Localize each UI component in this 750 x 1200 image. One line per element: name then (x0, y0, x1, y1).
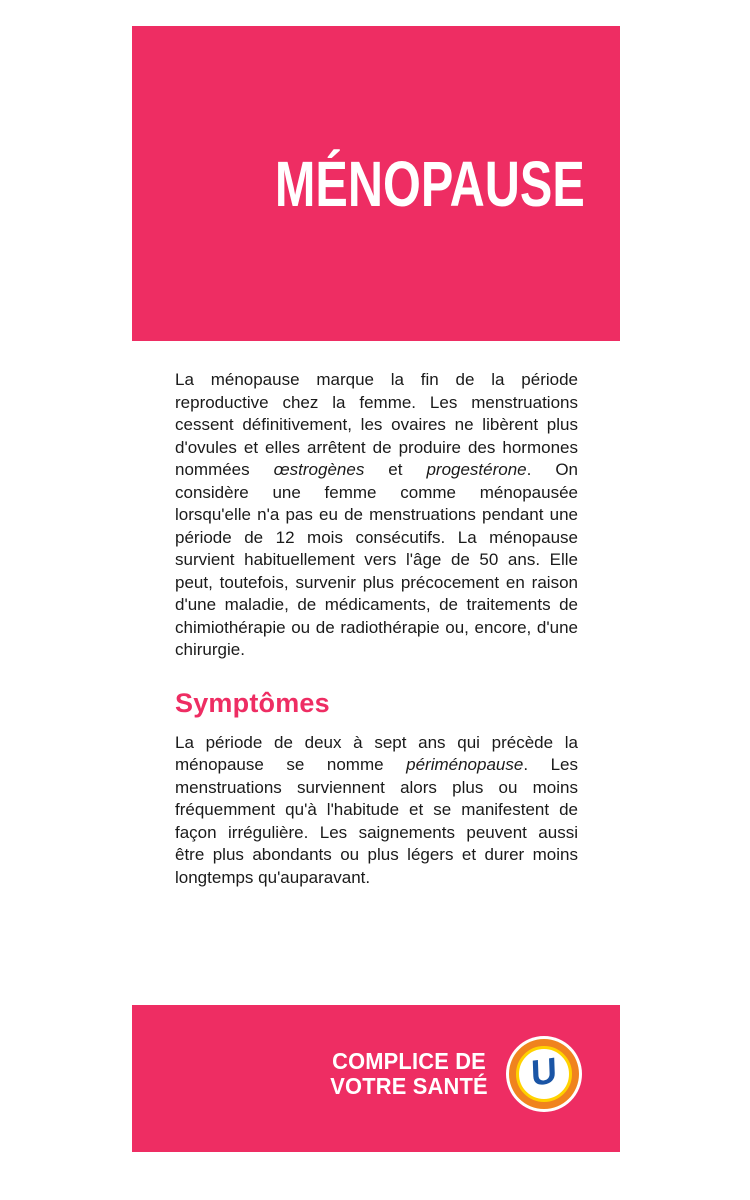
text-segment-italic: périménopause (406, 755, 524, 774)
symptoms-paragraph (175, 732, 578, 890)
intro-paragraph (175, 369, 578, 662)
footer-tagline-line1: COMPLICE DE (332, 1047, 487, 1074)
footer-tagline (331, 1049, 488, 1099)
text-segment: La période de deux à sept ans qui précède la ménopause se nomme (175, 732, 578, 774)
page-title: MÉNOPAUSE (275, 147, 586, 220)
text-segment-italic: œstrogènes (273, 460, 365, 479)
text-segment: . On considère une femme comme ménopausée lorsqu'elle n'a pas eu de menstruations pendant une période de 12 mois consécutifs. La ménopause survient habituellement vers l'âge de 50 ans. Elle peut, toutefois, survenir plus précocement en raison d'une maladie, de médicaments, de traitements de chimiothérapie ou de radiothérapie ou, encore, d'une chirurgie. (175, 460, 579, 659)
u-brand-logo (506, 1036, 582, 1112)
article-body (175, 369, 578, 889)
title-banner (132, 26, 620, 341)
text-segment: et (364, 460, 427, 479)
u-logo-letter: U (530, 1049, 558, 1094)
footer-tagline-line2: VOTRE SANTÉ (330, 1072, 488, 1099)
text-segment: La ménopause marque la fin de la période reproductive chez la femme. Les menstruations cessent définitivement, les ovaires ne libèrent plus d'ovules et elles arrêtent de produire des hormones nommées (175, 370, 578, 479)
u-logo-inner-disc (516, 1046, 572, 1102)
symptoms-heading: Symptômes (175, 687, 330, 718)
footer-banner (132, 1005, 620, 1152)
text-segment-italic: progestérone (426, 460, 527, 479)
text-segment: . Les menstruations surviennent alors plus ou moins fréquemment qu'à l'habitude et se manifestent de façon irrégulière. Les saignements peuvent aussi être plus abondants ou plus légers et durer moins longtemps qu'auparavant. (175, 755, 579, 887)
u-logo-orange-ring (509, 1039, 579, 1109)
